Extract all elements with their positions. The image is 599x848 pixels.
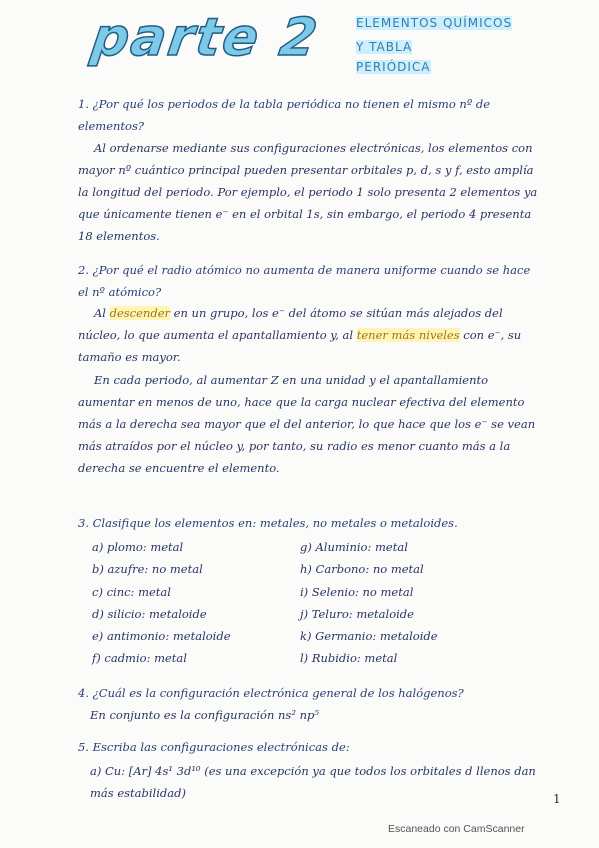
question-4: 4. ¿Cuál es la configuración electrónica general de los halógenos? bbox=[78, 686, 464, 700]
list-item: k) Germanio: metaloide bbox=[300, 629, 438, 644]
subtitle-line-1-text: ELEMENTOS QUÍMICOS bbox=[356, 16, 513, 30]
question-5: 5. Escriba las configuraciones electrónicas de: bbox=[78, 740, 350, 754]
subtitle-line-3 bbox=[352, 60, 435, 74]
answer-4: En conjunto es la configuración ns² np⁵ bbox=[90, 708, 319, 722]
list-item: g) Aluminio: metal bbox=[300, 540, 408, 554]
list-item: j) Teluro: metaloide bbox=[300, 606, 414, 621]
answer-2-paragraph-2: En cada periodo, al aumentar Z en una unidad y el apantallamiento aumentar en menos de uno, hace que la carga nuclear efectiva del elemento más a la derecha sea mayor que el del anterior, lo que hace que los e⁻ se vean más atraídos por el núcleo y, por tanto, su radio es menor cuanto más a la derecha se encuentre el elemento. bbox=[78, 373, 536, 475]
subtitle-line-2-text: Y TABLA bbox=[356, 40, 413, 54]
list-item: f) cadmio: metal bbox=[92, 651, 187, 666]
answer-2-text-c: con e⁻, su tamaño es mayor. bbox=[78, 328, 522, 364]
scanner-watermark: Escaneado con CamScanner bbox=[388, 823, 525, 835]
answer-5: a) Cu: [Ar] 4s¹ 3d¹⁰ (es una excepción ya que todos los orbitales d llenos dan más estabilidad) bbox=[90, 764, 536, 800]
subtitle-line-2 bbox=[352, 40, 416, 54]
question-2: 2. ¿Por qué el radio atómico no aumenta de manera uniforme cuando se hace el nº atómico? bbox=[78, 263, 531, 299]
highlight-tener-mas-niveles: tener más niveles bbox=[356, 328, 460, 342]
list-item: h) Carbono: no metal bbox=[300, 562, 424, 577]
list-item: d) silicio: metaloide bbox=[92, 606, 207, 621]
page-number: 1 bbox=[553, 792, 561, 806]
list-item: b) azufre: no metal bbox=[92, 562, 203, 577]
question-3: 3. Clasifique los elementos en: metales, no metales o metaloides. bbox=[78, 516, 458, 530]
answer-2-text-a: Al bbox=[94, 306, 110, 320]
answer-2-paragraph-1 bbox=[78, 302, 538, 368]
element-list-right bbox=[300, 536, 438, 670]
list-item: i) Selenio: no metal bbox=[300, 584, 414, 599]
list-item: e) antimonio: metaloide bbox=[92, 629, 231, 644]
element-list-left bbox=[92, 536, 231, 670]
subtitle-line-1 bbox=[352, 16, 516, 30]
list-item: c) cinc: metal bbox=[92, 584, 171, 599]
page-title: parte 2 bbox=[87, 8, 323, 68]
subtitle-line-3-text: PERIÓDICA bbox=[356, 60, 431, 74]
answer-1: Al ordenarse mediante sus configuraciones electrónicas, los elementos con mayor nº cuántico principal pueden presentar orbitales p, d, s y f, esto amplía la longitud del periodo. Por ejemplo, el periodo 1 solo presenta 2 elementos ya que únicamente tienen e⁻ en el orbital 1s, sin embargo, el periodo 4 presenta 18 elementos. bbox=[78, 141, 538, 243]
highlight-descender: descender bbox=[109, 306, 171, 320]
answer-2-text-b: en un grupo, los e⁻ del átomo se sitúan más alejados del núcleo, lo que aumenta el apantallamiento y, al bbox=[78, 306, 503, 342]
question-1: 1. ¿Por qué los periodos de la tabla periódica no tienen el mismo nº de elementos? bbox=[78, 97, 491, 133]
list-item: a) plomo: metal bbox=[92, 540, 184, 554]
list-item: l) Rubidio: metal bbox=[300, 651, 398, 666]
